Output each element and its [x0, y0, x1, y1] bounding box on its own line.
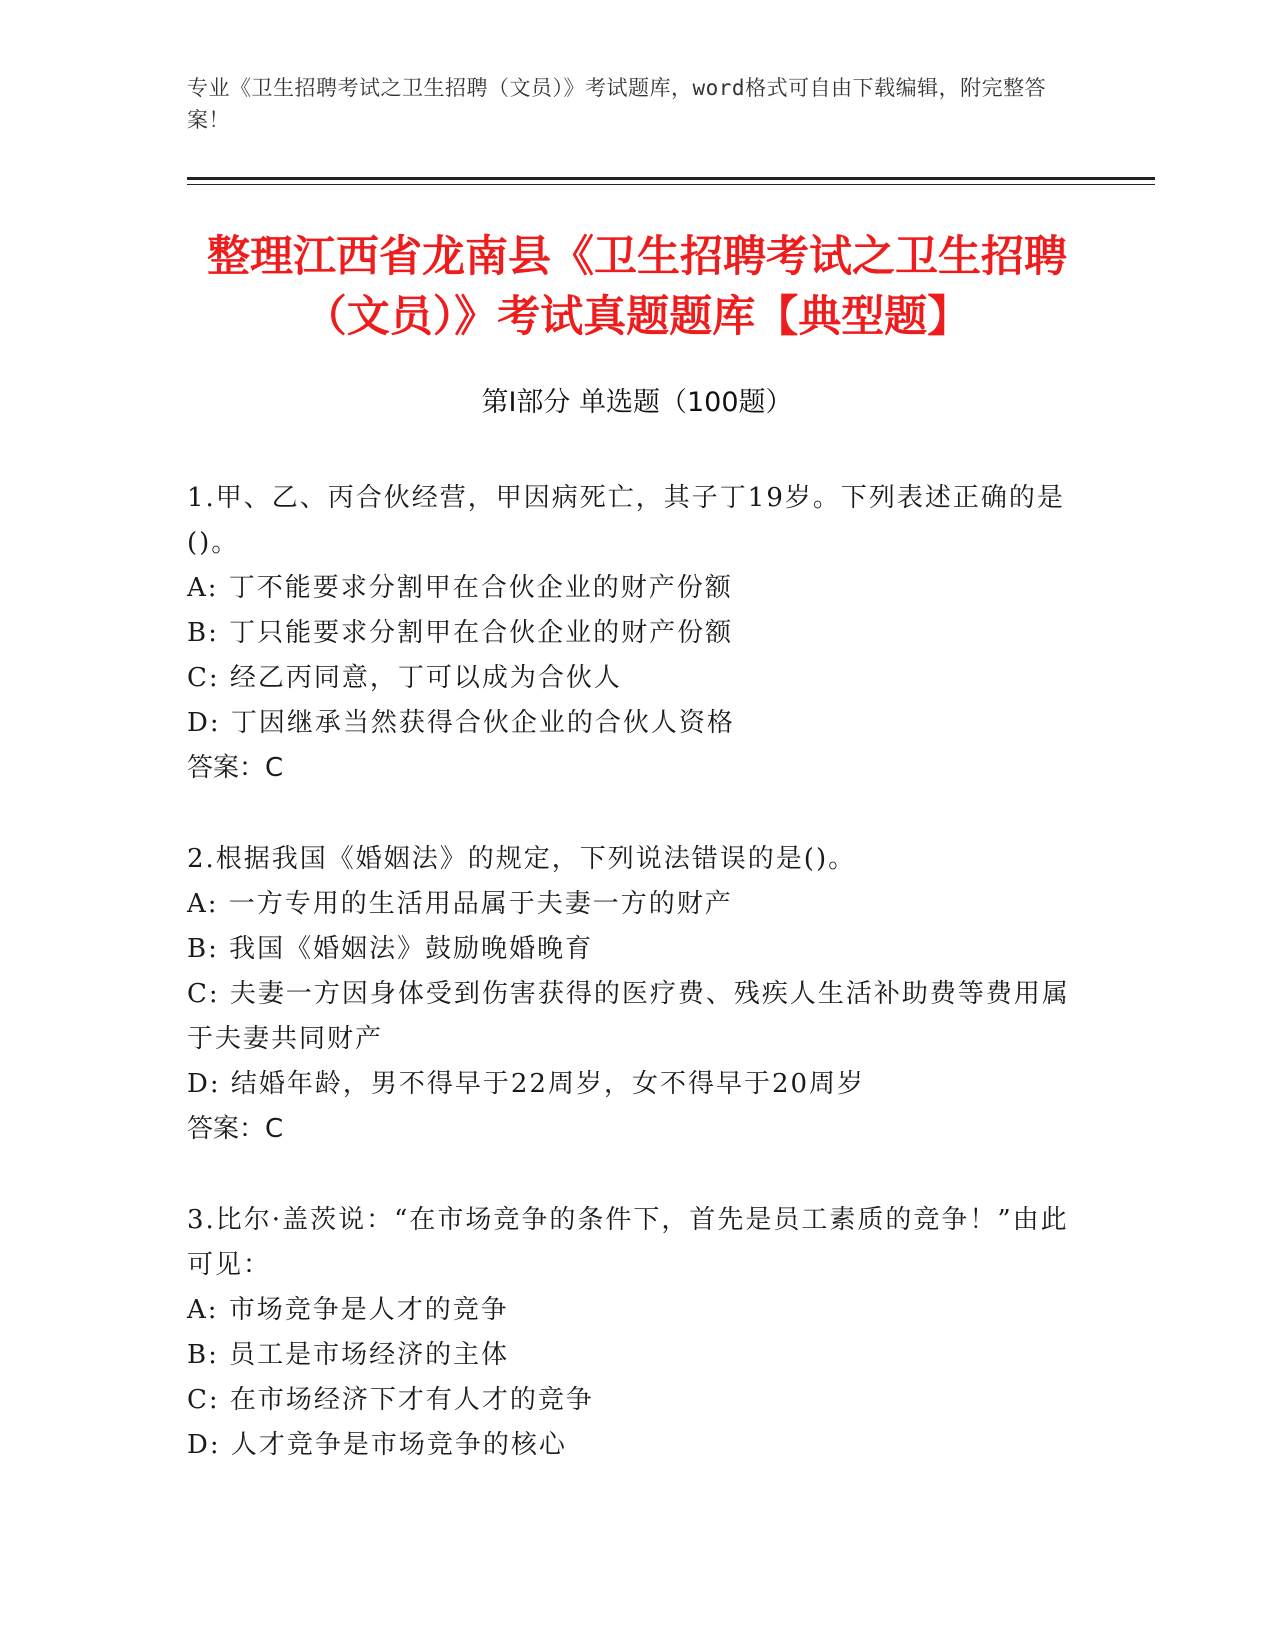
header-note: 专业《卫生招聘考试之卫生招聘（文员）》考试题库，word格式可自由下载编辑，附完整答案！ — [187, 76, 1047, 132]
option-d: D: 结婚年龄，男不得早于22周岁，女不得早于20周岁 — [187, 1069, 866, 1099]
answer-line: 答案：C — [187, 753, 284, 783]
document-title: 整理江西省龙南县《卫生招聘考试之卫生招聘（文员）》考试真题题库【典型题】 — [207, 232, 1067, 342]
option-b: B: 丁只能要求分割甲在合伙企业的财产份额 — [187, 618, 734, 648]
question-list — [187, 476, 1087, 1514]
option-c: C: 在市场经济下才有人才的竞争 — [187, 1385, 594, 1415]
option-d: D: 丁因继承当然获得合伙企业的合伙人资格 — [187, 708, 735, 738]
option-b: B: 员工是市场经济的主体 — [187, 1340, 510, 1370]
option-c: C: 夫妻一方因身体受到伤害获得的医疗费、残疾人生活补助费等费用属于夫妻共同财产 — [187, 979, 1070, 1054]
option-a: A: 市场竞争是人才的竞争 — [187, 1295, 509, 1325]
option-a: A: 丁不能要求分割甲在合伙企业的财产份额 — [187, 573, 733, 603]
answer-line: 答案：C — [187, 1114, 284, 1144]
section-heading: 第Ⅰ部分 单选题（100题） — [481, 387, 793, 418]
header-divider-thin — [187, 184, 1155, 185]
option-c: C: 经乙丙同意，丁可以成为合伙人 — [187, 663, 622, 693]
option-d: D: 人才竞争是市场竞争的核心 — [187, 1430, 567, 1460]
question-stem: 2.根据我国《婚姻法》的规定，下列说法错误的是()。 — [187, 844, 857, 874]
question-1 — [187, 476, 1087, 791]
header-divider-thick — [187, 177, 1155, 180]
question-2 — [187, 837, 1087, 1152]
question-3 — [187, 1198, 1087, 1468]
option-b: B: 我国《婚姻法》鼓励晚婚晚育 — [187, 934, 594, 964]
question-stem: 3.比尔·盖茨说：“在市场竞争的条件下，首先是员工素质的竞争！”由此可见： — [187, 1205, 1069, 1280]
option-a: A: 一方专用的生活用品属于夫妻一方的财产 — [187, 889, 733, 919]
question-stem: 1.甲、乙、丙合伙经营，甲因病死亡，其子丁19岁。下列表述正确的是()。 — [187, 483, 1065, 558]
